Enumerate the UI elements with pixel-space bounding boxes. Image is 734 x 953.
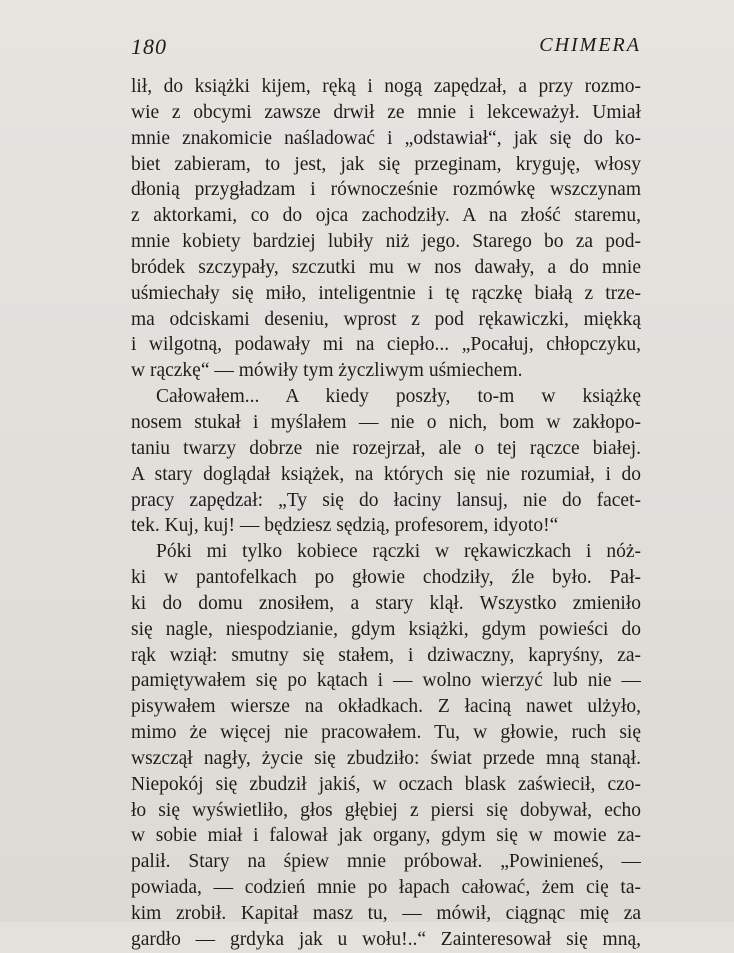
text-line: gardło — grdyka jak u wołu!..“ Zainteresował się mną, (131, 928, 641, 950)
page-header (131, 34, 641, 60)
text-line: tek. Kuj, kuj! — będziesz sędzią, profesorem, idyoto!“ (131, 515, 559, 537)
text-line: taniu twarzy dobrze nie rozejrzał, ale o tej rączce białej. (131, 437, 641, 459)
text-line: mnie kobiety bardziej lubiły niż jego. Starego bo za pod- (131, 231, 641, 253)
text-line: biet zabieram, to jest, jak się przeginam, kryguję, włosy (131, 153, 641, 175)
text-line: wie z obcymi zawsze drwił ze mnie i lekceważył. Umiał (131, 101, 641, 123)
text-line: ki w pantofelkach po głowie chodziły, źle było. Pał- (131, 567, 641, 589)
text-line: A stary doglądał książek, na których się nie rozumiał, i do (131, 463, 641, 485)
text-line: uśmiechały się miło, inteligentnie i tę rączkę białą z trze- (131, 282, 641, 304)
text-line: ki do domu znosiłem, a stary klął. Wszystko zmieniło (131, 592, 641, 614)
text-line: pisywałem wiersze na okładkach. Z łaciną nawet ulżyło, (131, 696, 641, 718)
text-line: lił, do książki kijem, ręką i nogą zapędzał, a przy rozmo- (131, 76, 641, 97)
text-line: i wilgotną, podawały mi na ciepło... „Pocałuj, chłopczyku, (131, 334, 641, 356)
text-line: pamiętywałem się po kątach i — wolno wierzyć lub nie — (131, 670, 641, 692)
text-line: nosem stukał i myślałem — nie o nich, bom w zakłopo- (131, 411, 641, 433)
text-line: się nagle, niespodzianie, gdym książki, gdym powieści do (131, 618, 641, 640)
text-line: ło się wyświetliło, głos głębiej z piersi się dobywał, echo (131, 799, 641, 821)
text-line: z aktorkami, co do ojca zachodziły. A na złość staremu, (131, 205, 641, 227)
text-line: Niepokój się zbudził jakiś, w oczach blask zaświecił, czo- (131, 773, 641, 795)
text-line: w sobie miał i falował jak organy, gdym się w mowie za- (131, 825, 641, 847)
text-line: Całowałem... A kiedy poszły, to-m w książkę (156, 386, 641, 408)
text-line: wszczął nagły, życie się zbudziło: świat przede mną stanął. (131, 747, 641, 769)
text-line: powiada, — codzień mnie po łapach całować, żem cię ta- (131, 877, 641, 899)
text-line: ma odciskami deseniu, wprost z pod rękawiczki, miękką (131, 308, 641, 330)
body-text (131, 74, 641, 953)
text-line: palił. Stary na śpiew mnie próbował. „Powinieneś, — (131, 851, 641, 873)
running-title: CHIMERA (539, 34, 641, 56)
text-line: dłonią przygładzam i równocześnie rozmówkę wszczynam (131, 179, 641, 201)
text-line: bródek szczypały, szczutki mu w nos dawały, a do mnie (131, 256, 641, 278)
text-line: kim zrobił. Kapitał masz tu, — mówił, ciągnąc mię za (131, 903, 641, 924)
text-line: mnie znakomicie naśladować i „odstawiał“, jak się do ko- (131, 127, 641, 149)
text-line: rąk wziął: smutny się stałem, i dziwaczny, kapryśny, za- (131, 644, 641, 666)
text-line: w rączkę“ — mówiły tym życzliwym uśmiechem. (131, 360, 523, 382)
page-number: 180 (131, 34, 167, 59)
text-line: mimo że więcej nie pracowałem. Tu, w głowie, ruch się (131, 722, 641, 744)
text-line: pracy zapędzał: „Ty się do łaciny lansuj, nie do facet- (131, 489, 641, 511)
text-line: Póki mi tylko kobiece rączki w rękawiczkach i nóż- (156, 541, 641, 563)
